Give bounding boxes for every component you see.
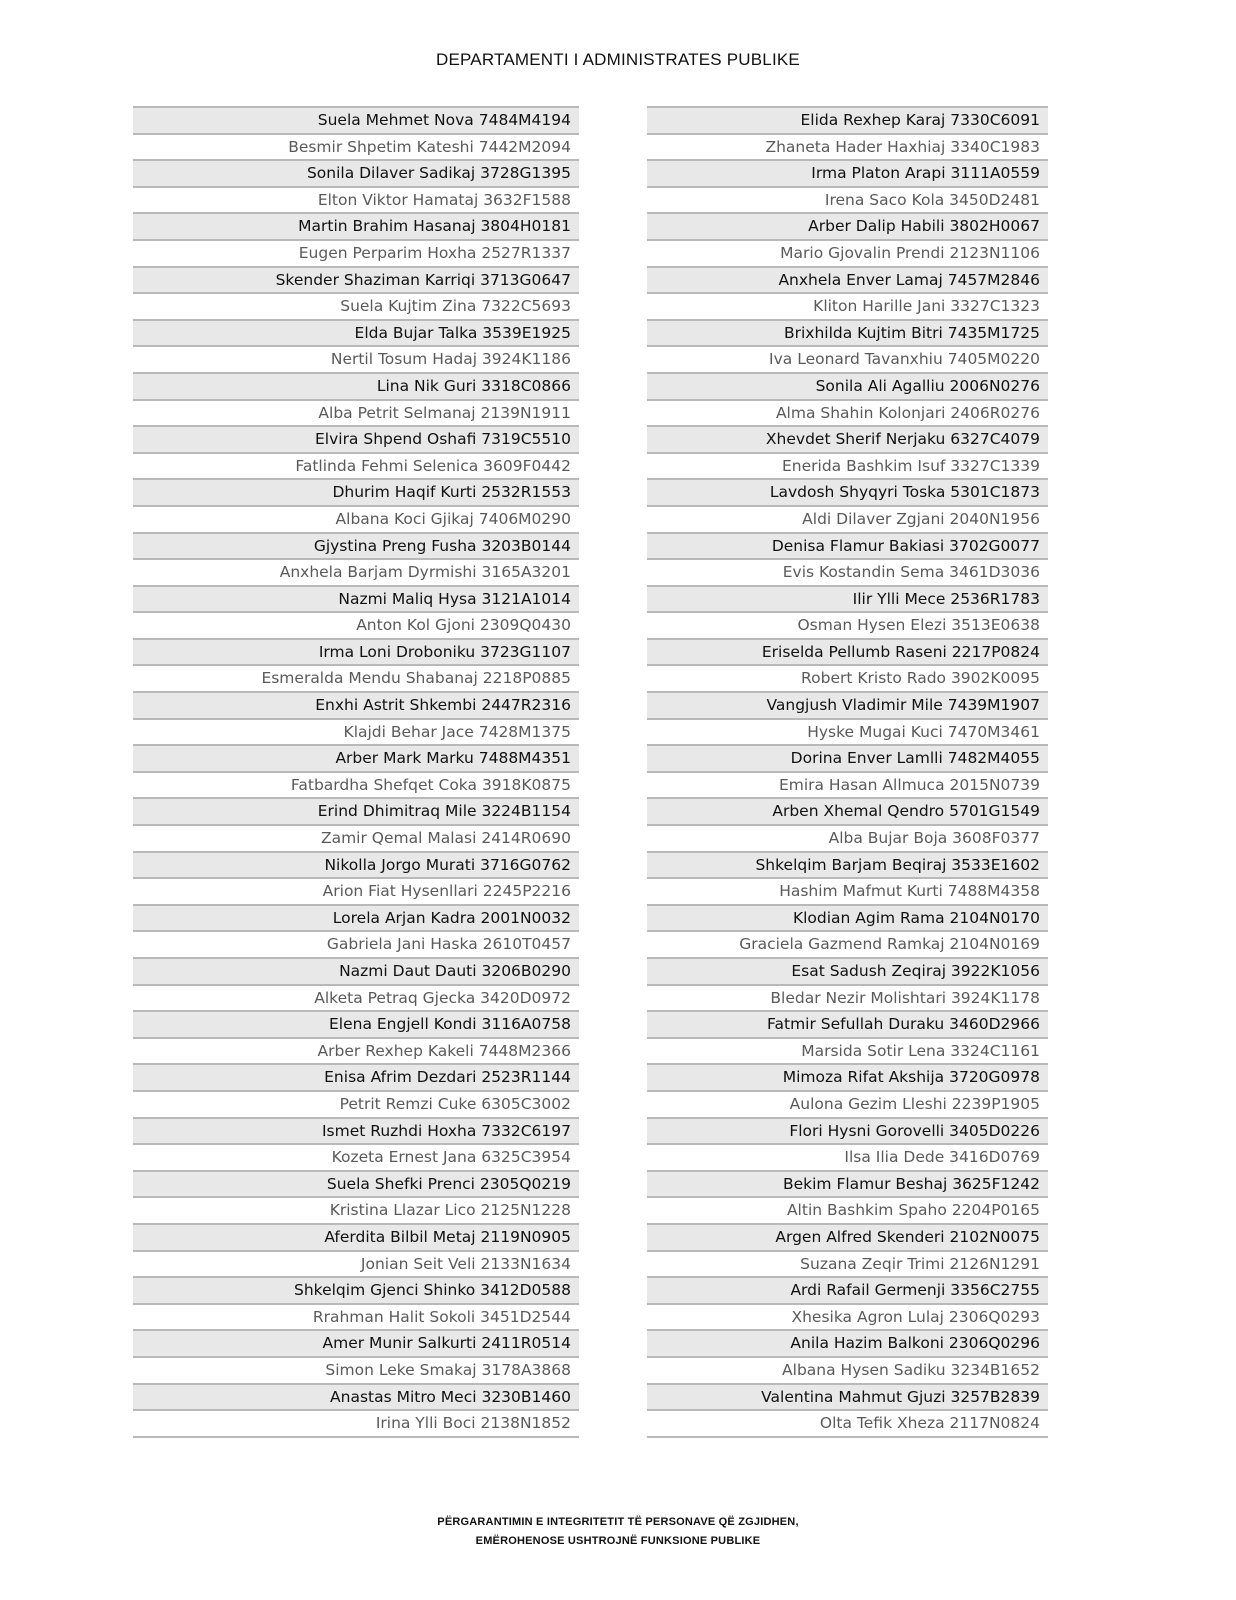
list-item: Argen Alfred Skenderi 2102N0075 xyxy=(647,1223,1048,1250)
list-item: Elida Rexhep Karaj 7330C6091 xyxy=(647,106,1048,133)
list-item: Rrahman Halit Sokoli 3451D2544 xyxy=(133,1303,579,1330)
list-item: Aferdita Bilbil Metaj 2119N0905 xyxy=(133,1223,579,1250)
list-item: Arion Fiat Hysenllari 2245P2216 xyxy=(133,877,579,904)
list-item: Olta Tefik Xheza 2117N0824 xyxy=(647,1409,1048,1436)
list-item: Zamir Qemal Malasi 2414R0690 xyxy=(133,824,579,851)
list-item: Elena Engjell Kondi 3116A0758 xyxy=(133,1010,579,1037)
list-item: Osman Hysen Elezi 3513E0638 xyxy=(647,611,1048,638)
list-item: Kozeta Ernest Jana 6325C3954 xyxy=(133,1143,579,1170)
list-item: Anila Hazim Balkoni 2306Q0296 xyxy=(647,1329,1048,1356)
footer-line-1: PËRGARANTIMIN E INTEGRITETIT TË PERSONAVE QË ZGJIDHEN, xyxy=(437,1516,799,1528)
list-item: Simon Leke Smakaj 3178A3868 xyxy=(133,1356,579,1383)
list-item: Dhurim Haqif Kurti 2532R1553 xyxy=(133,478,579,505)
list-item: Eriselda Pellumb Raseni 2217P0824 xyxy=(647,638,1048,665)
list-item: Elvira Shpend Oshafi 7319C5510 xyxy=(133,425,579,452)
list-item: Flori Hysni Gorovelli 3405D0226 xyxy=(647,1117,1048,1144)
list-item: Petrit Remzi Cuke 6305C3002 xyxy=(133,1090,579,1117)
list-item: Emira Hasan Allmuca 2015N0739 xyxy=(647,771,1048,798)
list-item: Nertil Tosum Hadaj 3924K1186 xyxy=(133,345,579,372)
list-end-divider xyxy=(133,1436,579,1438)
list-item: Suzana Zeqir Trimi 2126N1291 xyxy=(647,1250,1048,1277)
list-item: Klajdi Behar Jace 7428M1375 xyxy=(133,718,579,745)
list-item: Denisa Flamur Bakiasi 3702G0077 xyxy=(647,532,1048,559)
list-item: Erind Dhimitraq Mile 3224B1154 xyxy=(133,797,579,824)
list-item: Nazmi Daut Dauti 3206B0290 xyxy=(133,957,579,984)
list-item: Anxhela Barjam Dyrmishi 3165A3201 xyxy=(133,558,579,585)
list-item: Nazmi Maliq Hysa 3121A1014 xyxy=(133,585,579,612)
list-item: Valentina Mahmut Gjuzi 3257B2839 xyxy=(647,1383,1048,1410)
list-item: Nikolla Jorgo Murati 3716G0762 xyxy=(133,851,579,878)
list-item: Irena Saco Kola 3450D2481 xyxy=(647,186,1048,213)
list-item: Robert Kristo Rado 3902K0095 xyxy=(647,664,1048,691)
list-item: Sonila Ali Agalliu 2006N0276 xyxy=(647,372,1048,399)
list-item: Irma Loni Droboniku 3723G1107 xyxy=(133,638,579,665)
list-item: Suela Mehmet Nova 7484M4194 xyxy=(133,106,579,133)
list-item: Bledar Nezir Molishtari 3924K1178 xyxy=(647,984,1048,1011)
list-item: Zhaneta Hader Haxhiaj 3340C1983 xyxy=(647,133,1048,160)
list-item: Alma Shahin Kolonjari 2406R0276 xyxy=(647,399,1048,426)
list-item: Arber Dalip Habili 3802H0067 xyxy=(647,212,1048,239)
list-item: Martin Brahim Hasanaj 3804H0181 xyxy=(133,212,579,239)
list-item: Irina Ylli Boci 2138N1852 xyxy=(133,1409,579,1436)
list-item: Brixhilda Kujtim Bitri 7435M1725 xyxy=(647,319,1048,346)
list-item: Fatlinda Fehmi Selenica 3609F0442 xyxy=(133,452,579,479)
list-item: Xhesika Agron Lulaj 2306Q0293 xyxy=(647,1303,1048,1330)
list-item: Suela Kujtim Zina 7322C5693 xyxy=(133,292,579,319)
list-item: Bekim Flamur Beshaj 3625F1242 xyxy=(647,1170,1048,1197)
list-item: Hashim Mafmut Kurti 7488M4358 xyxy=(647,877,1048,904)
list-item: Gjystina Preng Fusha 3203B0144 xyxy=(133,532,579,559)
list-item: Klodian Agim Rama 2104N0170 xyxy=(647,904,1048,931)
list-item: Aldi Dilaver Zgjani 2040N1956 xyxy=(647,505,1048,532)
list-item: Sonila Dilaver Sadikaj 3728G1395 xyxy=(133,159,579,186)
list-item: Suela Shefki Prenci 2305Q0219 xyxy=(133,1170,579,1197)
list-item: Shkelqim Gjenci Shinko 3412D0588 xyxy=(133,1276,579,1303)
list-item: Irma Platon Arapi 3111A0559 xyxy=(647,159,1048,186)
list-item: Iva Leonard Tavanxhiu 7405M0220 xyxy=(647,345,1048,372)
list-item: Mimoza Rifat Akshija 3720G0978 xyxy=(647,1063,1048,1090)
list-item: Lorela Arjan Kadra 2001N0032 xyxy=(133,904,579,931)
list-item: Vangjush Vladimir Mile 7439M1907 xyxy=(647,691,1048,718)
list-item: Eugen Perparim Hoxha 2527R1337 xyxy=(133,239,579,266)
list-end-divider xyxy=(647,1436,1048,1438)
list-item: Anxhela Enver Lamaj 7457M2846 xyxy=(647,266,1048,293)
list-item: Alketa Petraq Gjecka 3420D0972 xyxy=(133,984,579,1011)
list-item: Enisa Afrim Dezdari 2523R1144 xyxy=(133,1063,579,1090)
list-item: Evis Kostandin Sema 3461D3036 xyxy=(647,558,1048,585)
list-item: Enxhi Astrit Shkembi 2447R2316 xyxy=(133,691,579,718)
list-item: Alba Bujar Boja 3608F0377 xyxy=(647,824,1048,851)
right-name-list xyxy=(647,106,1048,1438)
list-item: Elton Viktor Hamataj 3632F1588 xyxy=(133,186,579,213)
list-item: Gabriela Jani Haska 2610T0457 xyxy=(133,930,579,957)
list-item: Graciela Gazmend Ramkaj 2104N0169 xyxy=(647,930,1048,957)
list-item: Arber Rexhep Kakeli 7448M2366 xyxy=(133,1037,579,1064)
list-item: Ardi Rafail Germenji 3356C2755 xyxy=(647,1276,1048,1303)
list-item: Esmeralda Mendu Shabanaj 2218P0885 xyxy=(133,664,579,691)
list-item: Hyske Mugai Kuci 7470M3461 xyxy=(647,718,1048,745)
list-item: Aulona Gezim Lleshi 2239P1905 xyxy=(647,1090,1048,1117)
list-item: Ilir Ylli Mece 2536R1783 xyxy=(647,585,1048,612)
list-item: Besmir Shpetim Kateshi 7442M2094 xyxy=(133,133,579,160)
list-item: Marsida Sotir Lena 3324C1161 xyxy=(647,1037,1048,1064)
list-item: Elda Bujar Talka 3539E1925 xyxy=(133,319,579,346)
footer-line-2: EMËROHENOSE USHTROJNË FUNKSIONE PUBLIKE xyxy=(475,1535,761,1547)
list-item: Dorina Enver Lamlli 7482M4055 xyxy=(647,744,1048,771)
list-item: Anton Kol Gjoni 2309Q0430 xyxy=(133,611,579,638)
list-item: Enerida Bashkim Isuf 3327C1339 xyxy=(647,452,1048,479)
list-item: Ilsa Ilia Dede 3416D0769 xyxy=(647,1143,1048,1170)
list-item: Fatbardha Shefqet Coka 3918K0875 xyxy=(133,771,579,798)
list-item: Esat Sadush Zeqiraj 3922K1056 xyxy=(647,957,1048,984)
list-item: Amer Munir Salkurti 2411R0514 xyxy=(133,1329,579,1356)
list-item: Xhevdet Sherif Nerjaku 6327C4079 xyxy=(647,425,1048,452)
page-title: DEPARTAMENTI I ADMINISTRATES PUBLIKE xyxy=(436,50,800,69)
list-item: Altin Bashkim Spaho 2204P0165 xyxy=(647,1196,1048,1223)
list-item: Shkelqim Barjam Beqiraj 3533E1602 xyxy=(647,851,1048,878)
list-item: Jonian Seit Veli 2133N1634 xyxy=(133,1250,579,1277)
list-item: Arber Mark Marku 7488M4351 xyxy=(133,744,579,771)
list-item: Skender Shaziman Karriqi 3713G0647 xyxy=(133,266,579,293)
list-item: Fatmir Sefullah Duraku 3460D2966 xyxy=(647,1010,1048,1037)
list-item: Albana Hysen Sadiku 3234B1652 xyxy=(647,1356,1048,1383)
list-item: Arben Xhemal Qendro 5701G1549 xyxy=(647,797,1048,824)
list-item: Alba Petrit Selmanaj 2139N1911 xyxy=(133,399,579,426)
list-item: Kliton Harille Jani 3327C1323 xyxy=(647,292,1048,319)
list-item: Kristina Llazar Lico 2125N1228 xyxy=(133,1196,579,1223)
list-item: Anastas Mitro Meci 3230B1460 xyxy=(133,1383,579,1410)
list-item: Lavdosh Shyqyri Toska 5301C1873 xyxy=(647,478,1048,505)
list-item: Mario Gjovalin Prendi 2123N1106 xyxy=(647,239,1048,266)
list-item: Albana Koci Gjikaj 7406M0290 xyxy=(133,505,579,532)
list-item: Ismet Ruzhdi Hoxha 7332C6197 xyxy=(133,1117,579,1144)
left-name-list xyxy=(133,106,579,1438)
list-item: Lina Nik Guri 3318C0866 xyxy=(133,372,579,399)
